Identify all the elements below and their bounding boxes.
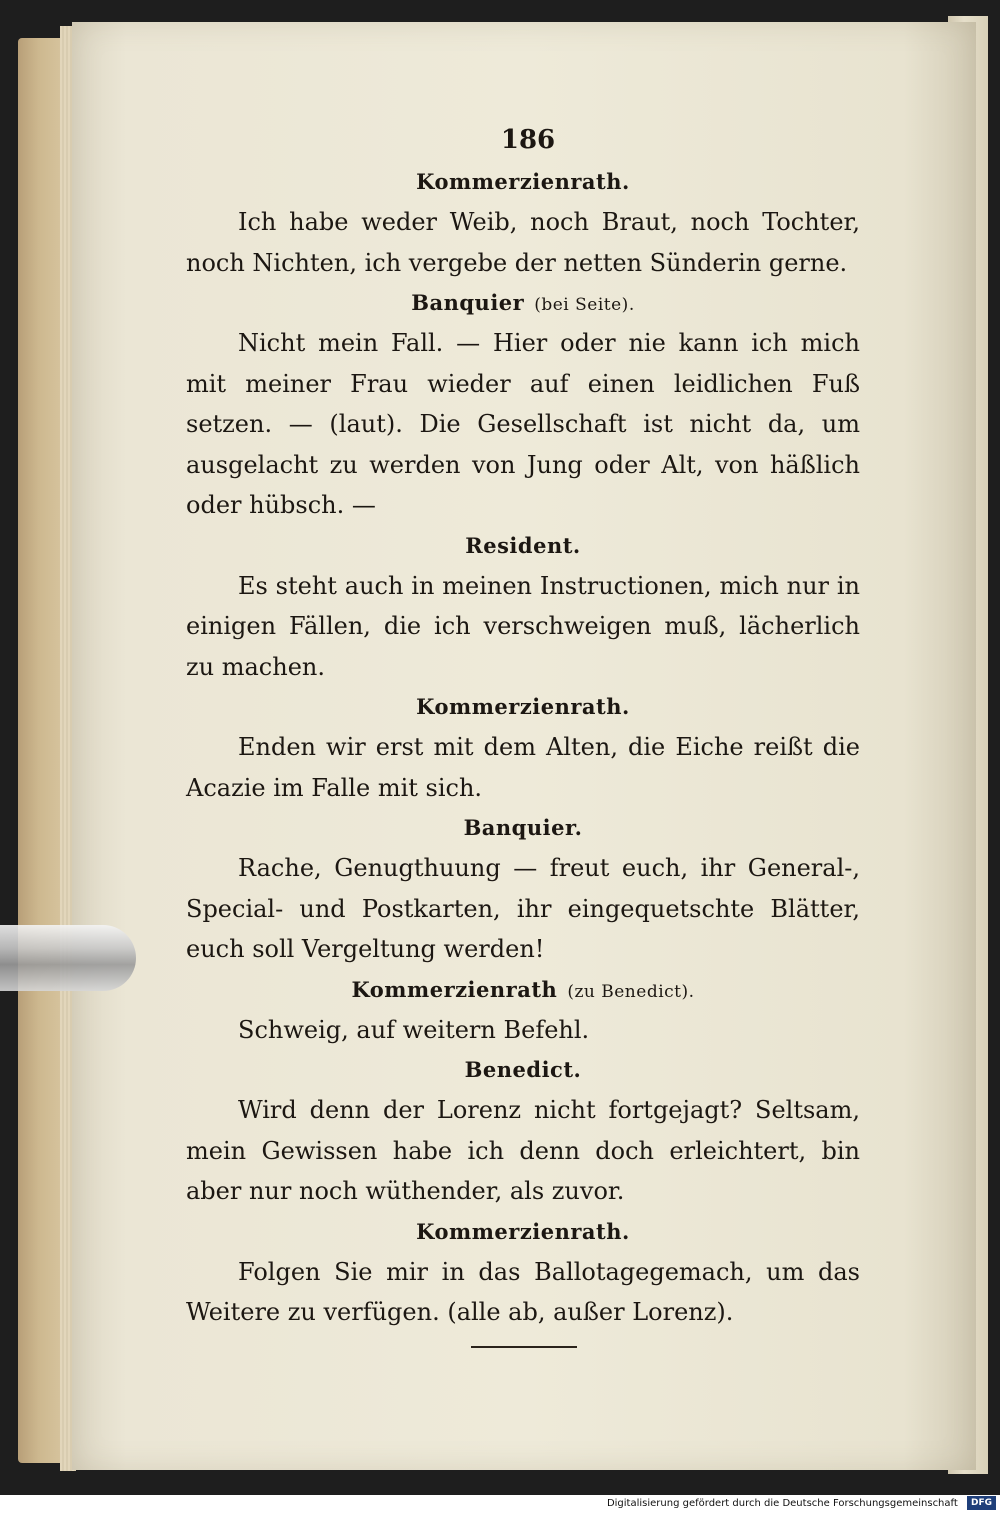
footer-credit: Digitalisierung gefördert durch die Deutsche Forschungsgemeinschaft (606, 1498, 958, 1509)
speaker-name (186, 1212, 860, 1252)
speaker-label: Kommerzienrath. (416, 169, 630, 194)
speaker-label: Benedict. (464, 1057, 582, 1082)
speech-text (186, 1252, 860, 1333)
speaker-label: Resident. (465, 532, 581, 558)
speech-text (186, 202, 860, 283)
speech-line: Ich habe weder Weib, noch Braut, noch Tochter, noch Nichten, ich vergebe der netten Sünderin gerne. (186, 208, 860, 277)
dialogue-blocks (186, 162, 860, 1333)
end-rule (471, 1346, 577, 1348)
speech-text (186, 1010, 860, 1051)
speech-text (186, 1090, 860, 1212)
speaker-label: Kommerzienrath (351, 976, 558, 1002)
speech-text (186, 323, 860, 526)
speech-line: Nicht mein Fall. — Hier oder nie kann ich mich mit meiner Frau wieder auf einen leidlichen Fuß setzen. — (laut). Die Gesellschaft ist nicht da, um ausgelacht zu werden von Jung oder Alt, von häßlich oder hübsch. — (186, 329, 860, 519)
speech-text (186, 848, 860, 970)
speech-line: Wird denn der Lorenz nicht fortgejagt? Seltsam, mein Gewissen habe ich denn doch erleichtert, bin aber nur noch wüthender, als zuvor. (186, 1096, 860, 1205)
speaker-label: Kommerzienrath. (416, 1218, 630, 1244)
speech-line: Es steht auch in meinen Instructionen, mich nur in einigen Fällen, die ich verschweigen muß, lächerlich zu machen. (186, 571, 860, 681)
scanner-clip (0, 925, 136, 991)
stage-direction: (zu Benedict). (567, 981, 695, 1002)
page-text (186, 118, 860, 1333)
speaker-name (186, 1050, 860, 1090)
speaker-name (186, 283, 860, 323)
speaker-label: Banquier (411, 290, 525, 315)
speaker-name (186, 687, 860, 727)
speaker-name (186, 526, 860, 566)
speaker-name (186, 970, 860, 1010)
digitization-footer (0, 1495, 1000, 1513)
speaker-name (186, 162, 860, 202)
speaker-label: Kommerzienrath. (416, 694, 630, 719)
speech-line: Rache, Genugthuung — freut euch, ihr General-, Special- und Postkarten, ihr eingequetschte Blätter, euch soll Vergeltung werden! (186, 854, 860, 963)
speech-line: Enden wir erst mit dem Alten, die Eiche reißt die Acazie im Falle mit sich. (186, 733, 860, 802)
speaker-label: Banquier. (463, 815, 583, 840)
speech-line: Folgen Sie mir in das Ballotagegemach, um das Weitere zu verfügen. (alle ab, außer Lorenz). (186, 1257, 860, 1326)
speech-text (186, 566, 860, 688)
stage-direction: (bei Seite). (534, 295, 635, 315)
speech-text (186, 727, 860, 808)
speaker-name (186, 808, 860, 848)
speech-line: Schweig, auf weitern Befehl. (238, 1015, 590, 1044)
page-number: 186 (500, 125, 556, 155)
dfg-logo-icon: DFG (967, 1496, 996, 1510)
